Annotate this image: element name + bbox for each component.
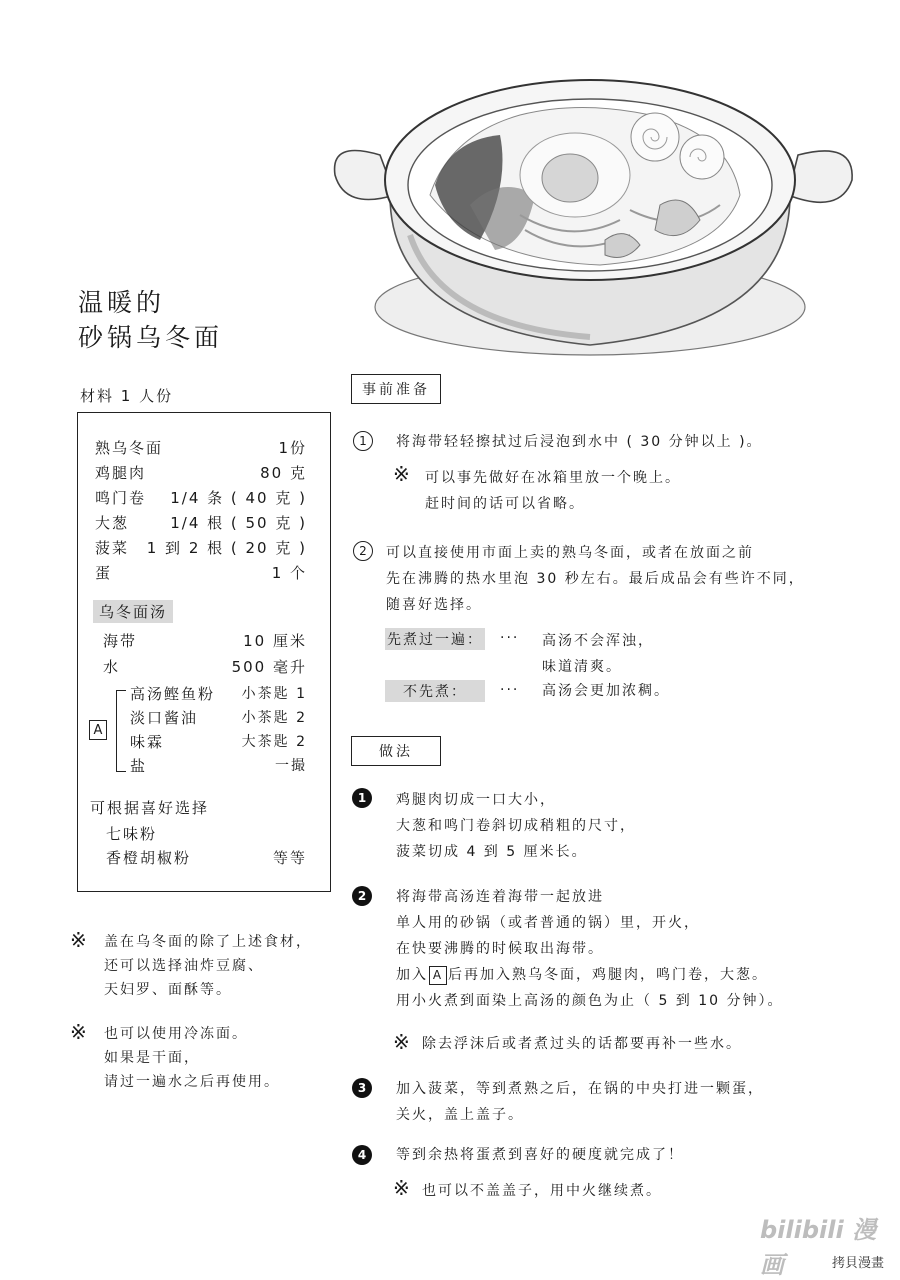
left-note-1: 盖在乌冬面的除了上述食材， 还可以选择油炸豆腐、 天妇罗、面酥等。 bbox=[104, 934, 312, 998]
prep-step-1-text: 将海带轻轻擦拭过后浸泡到水中 ( 30 分钟以上 )。 bbox=[396, 434, 763, 450]
watermark-logo: bilibili 漫画 bbox=[760, 1216, 877, 1279]
compare-label-unboiled: 不先煮： bbox=[385, 680, 485, 702]
soup-row: 水 500 毫升 bbox=[103, 658, 307, 676]
ingredient-row: 鸣门卷 1/4 条 ( 40 克 ) bbox=[95, 489, 307, 507]
compare-dots: ··· bbox=[500, 682, 520, 698]
note-mark-icon: ※ bbox=[393, 1176, 410, 1200]
group-a-inline-tag: A bbox=[429, 966, 447, 985]
prep-note: 可以事先做好在冰箱里放一个晚上。 赶时间的话可以省略。 bbox=[425, 470, 681, 512]
note-mark-icon: ※ bbox=[70, 1020, 87, 1044]
method-step-3-text: 加入菠菜，等到煮熟之后，在锅的中央打进一颗蛋， 关火，盖上盖子。 bbox=[396, 1081, 764, 1123]
recipe-title-line1: 温暖的 bbox=[78, 288, 166, 317]
soup-group-row: 淡口酱油 小茶匙 2 bbox=[130, 709, 307, 727]
prep-step-2-number: 2 bbox=[353, 541, 373, 561]
soup-group-row: 高汤鲣鱼粉 小茶匙 1 bbox=[130, 685, 307, 703]
optional-row: 七味粉 bbox=[106, 825, 158, 843]
compare-text-unboiled: 高汤会更加浓稠。 bbox=[542, 683, 670, 699]
method-section-label: 做法 bbox=[351, 736, 441, 766]
recipe-title-line2: 砂锅乌冬面 bbox=[78, 323, 224, 352]
prep-step-2-text: 可以直接使用市面上卖的熟乌冬面，或者在放面之前 先在沸腾的热水里泡 30 秒左右。最后成品会有些许不同， 随喜好选择。 bbox=[386, 545, 805, 613]
method-step-1-number: 1 bbox=[352, 788, 372, 808]
ingredient-row: 鸡腿肉 80 克 bbox=[95, 464, 307, 482]
method-note-2: 除去浮沫后或者煮过头的话都要再补一些水。 bbox=[422, 1036, 742, 1052]
compare-text-boiled: 高汤不会浑浊， 味道清爽。 bbox=[542, 633, 654, 675]
note-mark-icon: ※ bbox=[70, 928, 87, 952]
note-mark-icon: ※ bbox=[393, 1030, 410, 1054]
ingredient-row: 熟乌冬面 1份 bbox=[95, 439, 307, 457]
soup-label: 乌冬面汤 bbox=[93, 600, 173, 623]
optional-header: 可根据喜好选择 bbox=[90, 799, 210, 817]
left-note-2: 也可以使用冷冻面。 如果是干面， 请过一遍水之后再使用。 bbox=[104, 1026, 280, 1090]
method-step-4-number: 4 bbox=[352, 1145, 372, 1165]
ingredient-row: 菠菜 1 到 2 根 ( 20 克 ) bbox=[95, 539, 307, 557]
clay-pot-illustration bbox=[320, 45, 880, 375]
watermark-text: 拷貝漫畫 bbox=[832, 1256, 885, 1271]
group-a-tag: A bbox=[89, 720, 107, 740]
method-step-3-number: 3 bbox=[352, 1078, 372, 1098]
ingredient-row: 大葱 1/4 根 ( 50 克 ) bbox=[95, 514, 307, 532]
compare-label-boiled: 先煮过一遍： bbox=[385, 628, 485, 650]
group-a-bracket bbox=[116, 690, 126, 772]
prep-section-label: 事前准备 bbox=[351, 374, 441, 404]
method-note-4: 也可以不盖盖子，用中火继续煮。 bbox=[422, 1183, 662, 1199]
compare-dots: ··· bbox=[500, 630, 520, 646]
ingredients-box bbox=[77, 412, 331, 892]
method-step-2-text: 将海带高汤连着海带一起放进 单人用的砂锅（或者普通的锅）里，开火， 在快要沸腾的时候取出海带。 加入 A 后再加入熟乌冬面，鸡腿肉，鸣门卷，大葱。 用小火煮到面染上高汤的颜色为止（ 5 到 10 分钟）。 bbox=[396, 889, 784, 1009]
method-step-2-number: 2 bbox=[352, 886, 372, 906]
ingredient-row: 蛋 1 个 bbox=[95, 564, 307, 582]
soup-group-row: 盐 一撮 bbox=[130, 757, 307, 775]
method-step-4-text: 等到余热将蛋煮到喜好的硬度就完成了！ bbox=[396, 1147, 684, 1163]
optional-row: 香橙胡椒粉 等等 bbox=[106, 849, 307, 867]
soup-group-row: 味霖 大茶匙 2 bbox=[130, 733, 307, 751]
soup-row: 海带 10 厘米 bbox=[103, 632, 307, 650]
ingredients-header: 材料 1 人份 bbox=[80, 387, 174, 405]
prep-step-1-number: 1 bbox=[353, 431, 373, 451]
note-mark-icon: ※ bbox=[393, 462, 410, 486]
method-step-1-text: 鸡腿肉切成一口大小， 大葱和鸣门卷斜切成稍粗的尺寸， 菠菜切成 4 到 5 厘米长。 bbox=[396, 792, 636, 860]
